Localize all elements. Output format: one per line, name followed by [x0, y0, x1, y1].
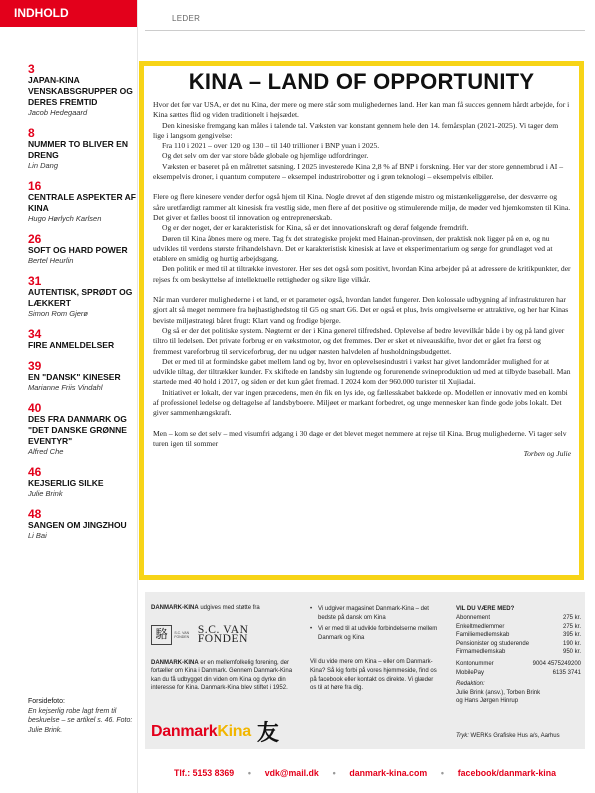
- account-label: Kontonummer: [456, 661, 494, 668]
- fonden-name: S.C. VAN FONDEN: [197, 624, 249, 645]
- toc-item[interactable]: [28, 508, 138, 541]
- paragraph: Væksten er baseret på en målrettet satsning. I 2025 investerede Kina 2,8 % af BNP i forskning. Her var der store gennembrud i AI – eksempelvis droner, i quantum computere – eksempel industrirobotter og i grøn teknologi – eksempelvis elbiler.: [153, 161, 564, 182]
- mobilepay-label: MobilePay: [456, 669, 485, 676]
- phone-number[interactable]: Tlf.: 5153 8369: [174, 768, 235, 778]
- toc-title: NUMMER TO BLIVER EN DRENG: [28, 139, 128, 160]
- bullet-item: • Vi udgiver magasinet Danmark-Kina – det bedste på dansk om Kina: [310, 605, 440, 622]
- toc-page-number: 46: [28, 465, 42, 479]
- logo-kina: Kina: [217, 722, 251, 740]
- toc-author: Simon Rom Gjerø: [28, 309, 89, 318]
- toc-page-number: 3: [28, 62, 35, 76]
- paragraph: Døren til Kina åbnes mere og mere. Tag fx det strategiske projekt med Hainan-provinsen, der praktisk nok ligger på en ø, og nu udvikles til verdens største frihandelshavn. Det er karakteristisk kinesisk at lave et eksperimentarium og sørge for grundlaget ved at etablere en smidig og hurtig arbejdsgang.: [153, 233, 553, 264]
- price-value: 275 kr.: [562, 615, 581, 622]
- account-number: 9004 4575249200: [532, 661, 581, 668]
- contact-bar: [145, 766, 585, 780]
- price-value: 950 kr.: [562, 649, 581, 656]
- toc-title: DES FRA DANMARK OG "DET DANSKE GRØNNE EVENTYR": [28, 414, 127, 446]
- price-label: Firmamedlemskab: [456, 649, 506, 656]
- paragraph: Og er der noget, der er karakteristisk for Kina, så er det innovationskraft og deraf følgende fremdrift.: [162, 223, 469, 233]
- sidebar-divider: [137, 0, 138, 793]
- printer-name: WERKs Grafiske Hus a/s, Aarhus: [468, 733, 560, 739]
- toc-page-number: 40: [28, 401, 42, 415]
- seal-icon: 駱: [151, 625, 172, 645]
- toc-title: SOFT OG HARD POWER: [28, 245, 128, 255]
- price-value: 275 kr.: [562, 623, 581, 630]
- price-label: Enkeltmedlemmer: [456, 623, 505, 630]
- printer-label: Tryk:: [456, 733, 469, 739]
- facebook-link[interactable]: facebook/danmark-kina: [457, 768, 556, 778]
- toc-page-number: 31: [28, 274, 42, 288]
- toc-title: AUTENTISK, SPRØDT OG LÆKKERT: [28, 287, 133, 308]
- toc-title: CENTRALE ASPEKTER AF KINA: [28, 192, 136, 213]
- danmark-kina-logo: [151, 716, 279, 747]
- toc-title: JAPAN-KINA VENSKABSGRUPPER OG DERES FREMTID: [28, 75, 133, 107]
- price-row: [456, 648, 581, 656]
- signature: Torben og Julie: [523, 449, 571, 459]
- toc-page-number: 34: [28, 327, 42, 341]
- redaktion-line: Julie Brink (ansv.), Torben Brink: [456, 689, 541, 696]
- cover-photo-caption: [28, 697, 136, 735]
- caption-heading: Forsidefoto:: [28, 698, 65, 705]
- toc-author: Julie Brink: [28, 489, 63, 498]
- redaktion-line: og Hans Jørgen Hinrup: [456, 698, 519, 705]
- article-body: [153, 100, 571, 460]
- price-label: Pensionister og studerende: [456, 640, 530, 647]
- paragraph: Den kinesiske fremgang kan måles i talende tal. Væksten var konstant gennem hele den 14. femårsplan (2021-2025). Vi tager dem lige i langsom gengivelse:: [153, 120, 559, 140]
- toc-title: KEJSERLIG SILKE: [28, 478, 104, 488]
- price-label: Abonnement: [456, 615, 491, 622]
- about-description: er en mellemfolkelig forening, der fortæller om Kina i Danmark. Gennem Danmark-Kina kan du få udbygget din viden om Kina og dyrke din interesse for Kina. Danmark-Kina blev stiftet i 1952.: [151, 659, 293, 692]
- paragraph: Det er med til at formindske gabet mellem land og by, hvor en oplevelsesindustri i vækst har givet landområder mulighed for at udvikle tiltag, der tiltrækker kunder. Fx skiftede en landsby sin lugtende og forurenende svineproduktion ud med at tilbyde baseball. Man startede med 40 hold i 2017, og siden er det kun gået fremad. I 2024 kom der 960.000 turister til Xujiadai.: [153, 356, 571, 387]
- paragraph: Fra 110 i 2021 – over 120 og 130 – til 140 trillioner i BNP yuan i 2025.: [162, 141, 380, 151]
- printer-credit: [456, 733, 560, 739]
- toc-author: Jacob Hedegaard: [28, 108, 88, 117]
- contents-tab: [0, 0, 137, 27]
- paragraph: Når man vurderer mulighederne i et land, er et parameter også, hvordan landet fungerer. Den kolossale udbygning af infrastrukturen har gjort alt så meget nemmere fra højhastighedstog til G5 og snart G6. Det er også et plus, hvis omgivelserne er attraktive, og her har Kinas beviste miljøstrategi båret frugt: Klart vand og frodige bjerge.: [153, 295, 569, 325]
- price-label: Familiemedlemskab: [456, 632, 510, 639]
- toc-author: Alfred Che: [28, 447, 64, 456]
- toc-item[interactable]: [28, 127, 138, 171]
- toc-title: EN "DANSK" KINESER: [28, 372, 121, 382]
- paragraph: Flere og flere kinesere vender derfor også hjem til Kina. Nogle drevet af den stigende mistro og mistænkeliggørelse, der desværre og såre uretfærdigt rammer alt kinesisk fra vestlig side, men flere af det positive og stimulerende miljø, de møder ved hjemkomsten til Kina. Det giver et fælles boost til innovation og entreprenørskab.: [153, 192, 571, 222]
- payment-details: [456, 660, 581, 677]
- toc-author: Marianne Friis Vindahl: [28, 383, 103, 392]
- brand-name: DANMARK-KINA: [151, 605, 199, 611]
- toc-item[interactable]: [28, 360, 138, 393]
- info-column-about: [310, 605, 440, 693]
- toc-item[interactable]: [28, 466, 138, 499]
- toc-item[interactable]: [28, 63, 138, 118]
- toc-author: Li Bai: [28, 531, 47, 540]
- toc-item[interactable]: [28, 233, 138, 266]
- price-row: [456, 614, 581, 622]
- toc-item[interactable]: [28, 328, 138, 351]
- bullet-item: • Vi er med til at udvikle forbindelserne mellem Danmark og Kina: [310, 625, 440, 642]
- table-of-contents-sidebar: [0, 0, 137, 793]
- seal-subtext: S.C. VAN FONDEN: [174, 630, 190, 639]
- toc-item[interactable]: [28, 180, 138, 224]
- toc-item[interactable]: [28, 275, 138, 319]
- email-link[interactable]: vdk@mail.dk: [264, 768, 319, 778]
- toc-page-number: 26: [28, 232, 42, 246]
- toc-page-number: 8: [28, 126, 35, 140]
- toc-title: FIRE ANMELDELSER: [28, 340, 115, 350]
- paragraph: Og det selv om der var store både globale og hjemlige udfordringer.: [162, 151, 369, 161]
- toc-author: Lin Dang: [28, 161, 59, 170]
- association-info-box: [145, 592, 585, 749]
- headline: KINA – LAND OF OPPORTUNITY: [188, 69, 535, 94]
- editorial-staff: [456, 680, 581, 705]
- paragraph: Den politik er med til at tiltrække investorer. Her ses det også som positivt, hvordan Kina arbejder på at adressere de kritikpunkter, der rejses fx om beskyttelse af intellektuelle rettigheder og sikre lige vilkår.: [153, 264, 571, 284]
- info-column-support: [151, 604, 299, 693]
- caption-text: En kejserlig robe lagt frem til beskuelse – se artikel s. 46. Foto: Julie Brink.: [28, 707, 133, 734]
- separator: •: [247, 768, 251, 778]
- contents-tab-label: INDHOLD: [14, 6, 69, 20]
- section-label: LEDER: [172, 14, 201, 23]
- separator: •: [440, 768, 444, 778]
- website-link[interactable]: danmark-kina.com: [349, 768, 428, 778]
- paragraph: Og så er der det politiske system. Nøgternt er der i Kina generel tilfredshed. Oplevelse af bedre levevilkår både i by og på land giver tiltro til ledelsen. Det private forbrug er en vækstmotor, og det fremmes. Der er sket et niveauskifte, hvor det er gået fra først og fremmest vareforbrug til serviceforbrug, der nu udgør næsten halvdelen af husholdningsbudgettet.: [153, 325, 565, 356]
- toc-page-number: 16: [28, 179, 42, 193]
- separator: •: [332, 768, 336, 778]
- mobilepay-number: 6135 3741: [552, 669, 581, 676]
- membership-heading: VIL DU VÆRE MED?: [456, 606, 515, 612]
- contact-invite: Vil du vide mere om Kina – eller om Danmark-Kina? Så kig forbi på vores hjemmeside, find os på facebook eller kontakt os direkte. Vi glæder os til at høre fra dig.: [310, 659, 437, 692]
- logo-danmark: Danmark: [151, 722, 218, 740]
- paragraph: Men – kom se det selv – med visumfri adgang i 30 dage er det blevet meget nemmere at rejse til Kina. Brug mulighederne. Vi tager selv turen igen til sommer: [153, 428, 567, 448]
- info-column-membership: [456, 605, 581, 705]
- support-line: [151, 604, 299, 613]
- header-rule: [145, 30, 585, 31]
- price-row: [456, 623, 581, 631]
- paragraph: Hvor det før var USA, er det nu Kina, der mere og mere står som mulighedernes land. Her kan man få succes gennem hårdt arbejde, for i Kina sættes flid og viden traditionelt i højsædet.: [153, 100, 570, 120]
- price-value: 395 kr.: [562, 632, 581, 639]
- editorial-box: [139, 61, 584, 580]
- brand-name: DANMARK-KINA: [151, 659, 199, 666]
- toc-title: SANGEN OM JINGZHOU: [28, 520, 127, 530]
- toc-list: [28, 63, 138, 550]
- price-row: [456, 631, 581, 639]
- support-text: udgives med støtte fra: [198, 605, 260, 611]
- price-row: [456, 640, 581, 648]
- paragraph: Initiativet er lokalt, der var ingen præcedens, men én fik en lys ide, og fællesskabet bakkede op. Modellen er innovativ med en kombi af professionel ledelse og deltagelse af landsbyboere. Miljøet er markant forbedret, og unge mennesker kan finde gode jobs lokalt. Det giver sammenhængskraft.: [153, 387, 568, 418]
- friendship-glyph-icon: 友: [256, 721, 279, 746]
- toc-page-number: 48: [28, 507, 42, 521]
- toc-page-number: 39: [28, 359, 42, 373]
- redaktion-label: Redaktion:: [456, 681, 485, 688]
- about-text: [151, 659, 299, 693]
- fonden-logo: [151, 625, 299, 645]
- toc-author: Bertel Heurlin: [28, 256, 74, 265]
- toc-item[interactable]: [28, 402, 138, 457]
- price-value: 190 kr.: [562, 640, 581, 647]
- toc-author: Hugo Hørlych Karlsen: [28, 214, 102, 223]
